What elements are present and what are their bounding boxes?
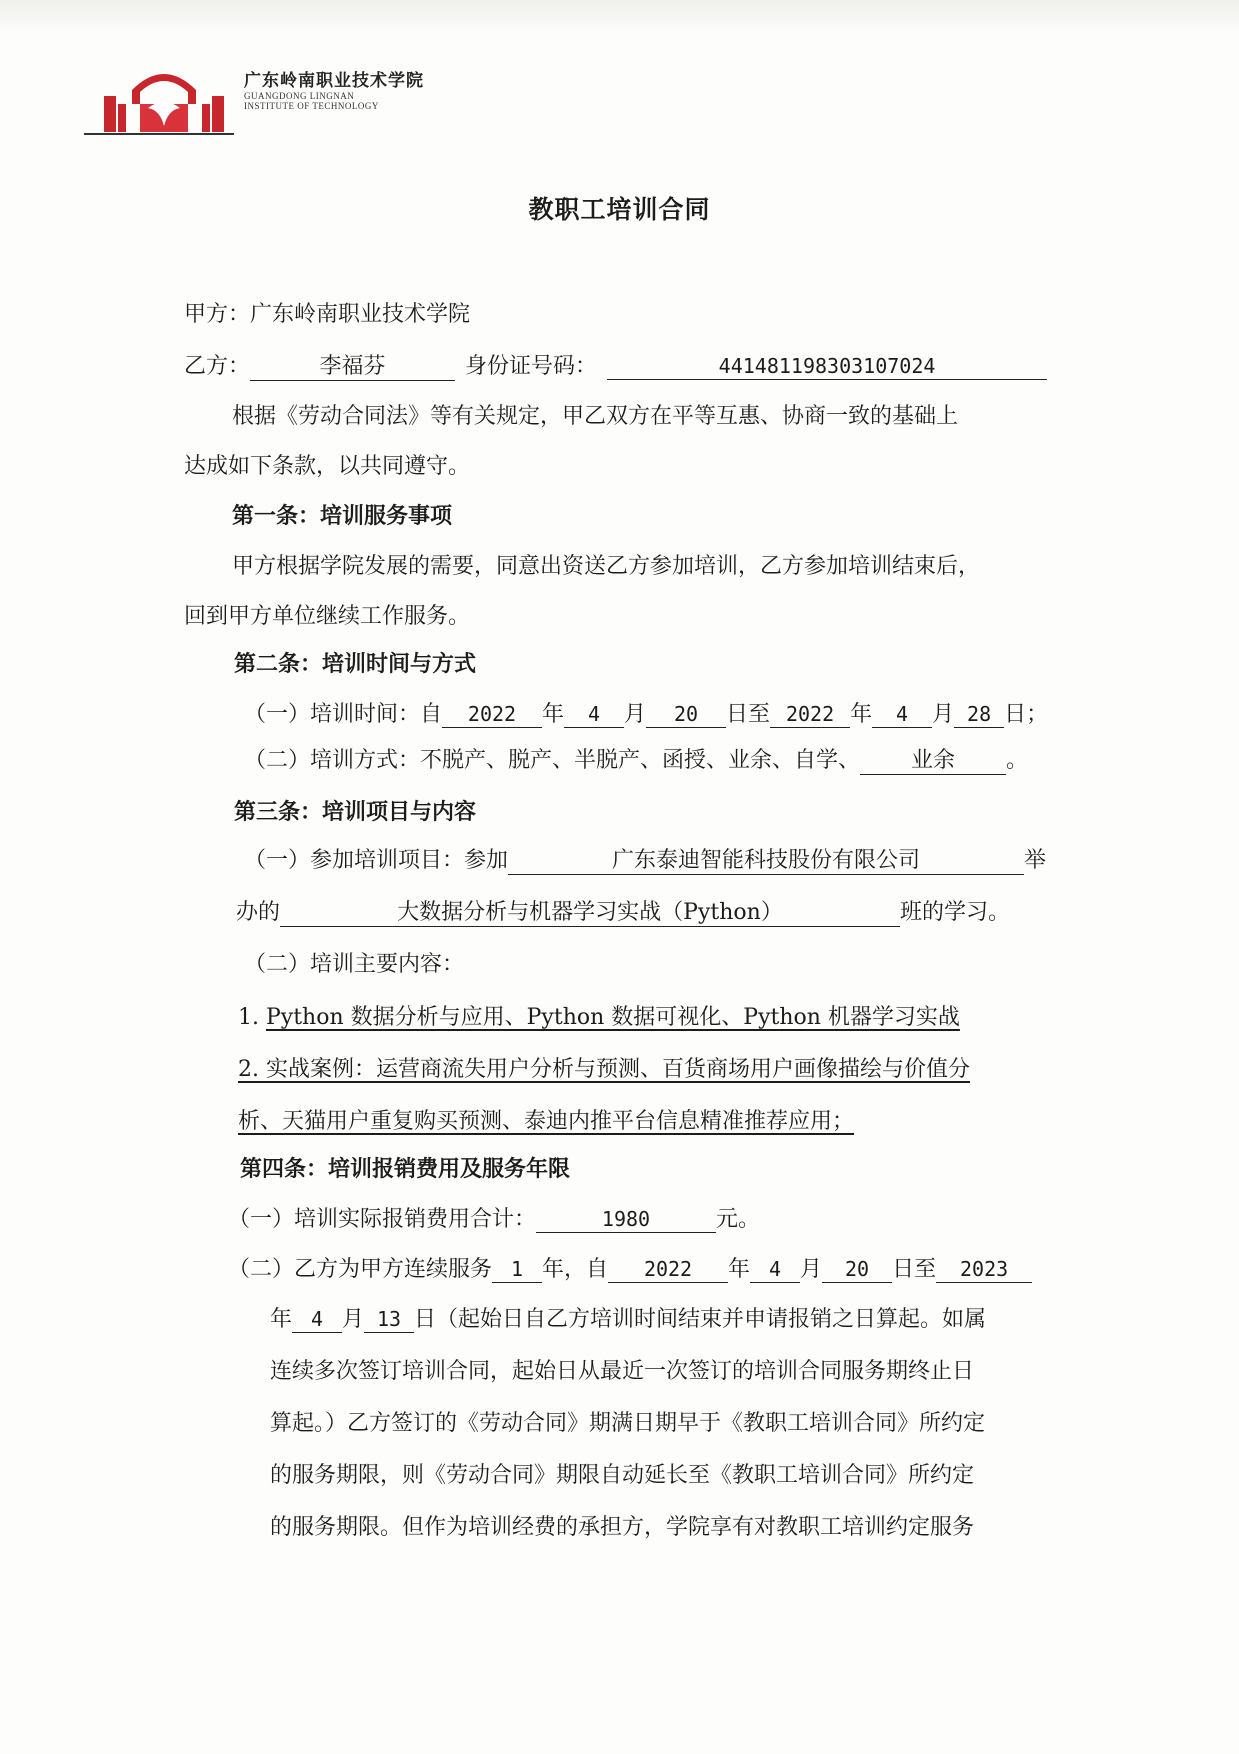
project-held: 举 [1024,848,1047,873]
reimburse-unit: 元。 [716,1207,761,1232]
party-a-line [184,300,470,330]
service-end-line [270,1305,986,1335]
start-month: 4 [564,701,624,728]
party-a-label: 甲方： [184,302,251,327]
logo-en-line1: GUANGDONG LINGNAN [244,91,355,101]
day-to-2: 日至 [892,1257,937,1282]
article-1-heading: 第一条：培训服务事项 [232,504,453,529]
project-line-2 [236,898,1010,928]
party-b-name: 李福芬 [250,354,455,381]
article-4-para-1: 连续多次签订培训合同，起始日从最近一次签订的培训合同服务期终止日 [270,1359,975,1384]
article-4-para-4: 的服务期限。但作为培训经费的承担方，学院享有对教职工培训约定服务 [270,1515,975,1540]
training-mode-end: 。 [1006,748,1029,773]
training-mode-line [244,746,1028,776]
organizer-name: 广东泰迪智能科技股份有限公司 [508,848,1024,875]
course-suffix: 班的学习。 [900,900,1011,925]
article-3-heading: 第三条：培训项目与内容 [234,800,477,825]
start-day: 20 [646,701,726,728]
content-heading: （二）培训主要内容： [244,952,465,977]
course-name: 大数据分析与机器学习实战（Python） [280,900,900,927]
service-start-day: 20 [822,1256,892,1283]
reimburse-label: （一）培训实际报销费用合计： [228,1207,537,1232]
service-from: 年，自 [542,1257,609,1282]
service-end-note: 日（起始日自乙方培训时间结束并申请报销之日算起。如属 [414,1307,987,1332]
content-item-1-number: 1. [238,1005,266,1030]
college-emblem-icon [84,60,244,142]
month-unit-3: 月 [800,1257,823,1282]
service-end-month: 4 [292,1306,342,1333]
end-day: 28 [954,701,1004,728]
training-mode-value: 业余 [860,748,1006,775]
service-start-month: 4 [750,1256,800,1283]
service-end-year: 2023 [936,1256,1032,1283]
content-item-1 [238,1003,960,1033]
page-title: 教职工培训合同 [528,195,711,224]
project-line-1 [244,846,1046,876]
article-4-heading: 第四条：培训报销费用及服务年限 [240,1157,571,1182]
article-4-para-2: 算起。）乙方签订的《劳动合同》期满日期早于《教职工培训合同》所约定 [270,1411,986,1436]
article-1-line-1: 甲方根据学院发展的需要，同意出资送乙方参加培训，乙方参加培训结束后， [232,554,981,579]
party-b-line [184,352,1047,382]
logo-cn-name: 广东岭南职业技术学院 [244,71,424,91]
service-period-line [228,1255,1032,1285]
intro-line-2: 达成如下条款，以共同遵守。 [184,454,471,479]
logo-wordmark [244,66,424,111]
party-a-name: 广东岭南职业技术学院 [250,302,471,327]
training-time-label: （一）培训时间：自 [244,702,443,727]
month-unit-1: 月 [624,702,647,727]
content-item-2-line-2: 析、天猫用户重复购买预测、泰迪内推平台信息精准推荐应用； [238,1109,855,1134]
training-mode-label: （二）培训方式：不脱产、脱产、半脱产、函授、业余、自学、 [244,748,861,773]
day-to-1: 日至 [726,702,771,727]
content-item-2-line-1: 2. 实战案例：运营商流失用户分析与预测、百货商场用户画像描绘与价值分 [238,1057,970,1082]
project-by-label: 办的 [236,900,281,925]
end-day-suffix: 日； [1004,702,1049,727]
reimburse-line [228,1205,760,1235]
end-month: 4 [872,701,932,728]
year-unit-1: 年 [542,702,565,727]
article-2-heading: 第二条：培训时间与方式 [234,652,477,677]
id-number-value: 441481198303107024 [607,353,1047,380]
article-1-line-2: 回到甲方单位继续工作服务。 [184,604,471,629]
service-end-day: 13 [364,1306,414,1333]
scan-edge [0,0,1239,34]
start-year: 2022 [442,701,542,728]
training-time-line [244,700,1048,730]
id-number-label: 身份证号码： [465,354,598,379]
year-unit-2: 年 [850,702,873,727]
year-unit-4: 年 [270,1307,293,1332]
end-year: 2022 [770,701,850,728]
month-unit-2: 月 [932,702,955,727]
project-label: （一）参加培训项目：参加 [244,848,509,873]
party-b-label: 乙方： [184,354,251,379]
service-label: （二）乙方为甲方连续服务 [228,1257,493,1282]
month-unit-4: 月 [342,1307,365,1332]
logo-en-line2: INSTITUTE OF TECHNOLOGY [244,101,379,111]
article-4-para-3: 的服务期限，则《劳动合同》期限自动延长至《教职工培训合同》所约定 [270,1463,975,1488]
service-start-year: 2022 [608,1256,728,1283]
college-logo [84,60,444,142]
reimburse-amount: 1980 [536,1206,716,1233]
intro-line-1: 根据《劳动合同法》等有关规定，甲乙双方在平等互惠、协商一致的基础上 [232,404,959,429]
year-unit-3: 年 [728,1257,751,1282]
content-item-1-text: Python 数据分析与应用、Python 数据可视化、Python 机器学习实战 [265,1005,960,1030]
service-years: 1 [492,1256,542,1283]
